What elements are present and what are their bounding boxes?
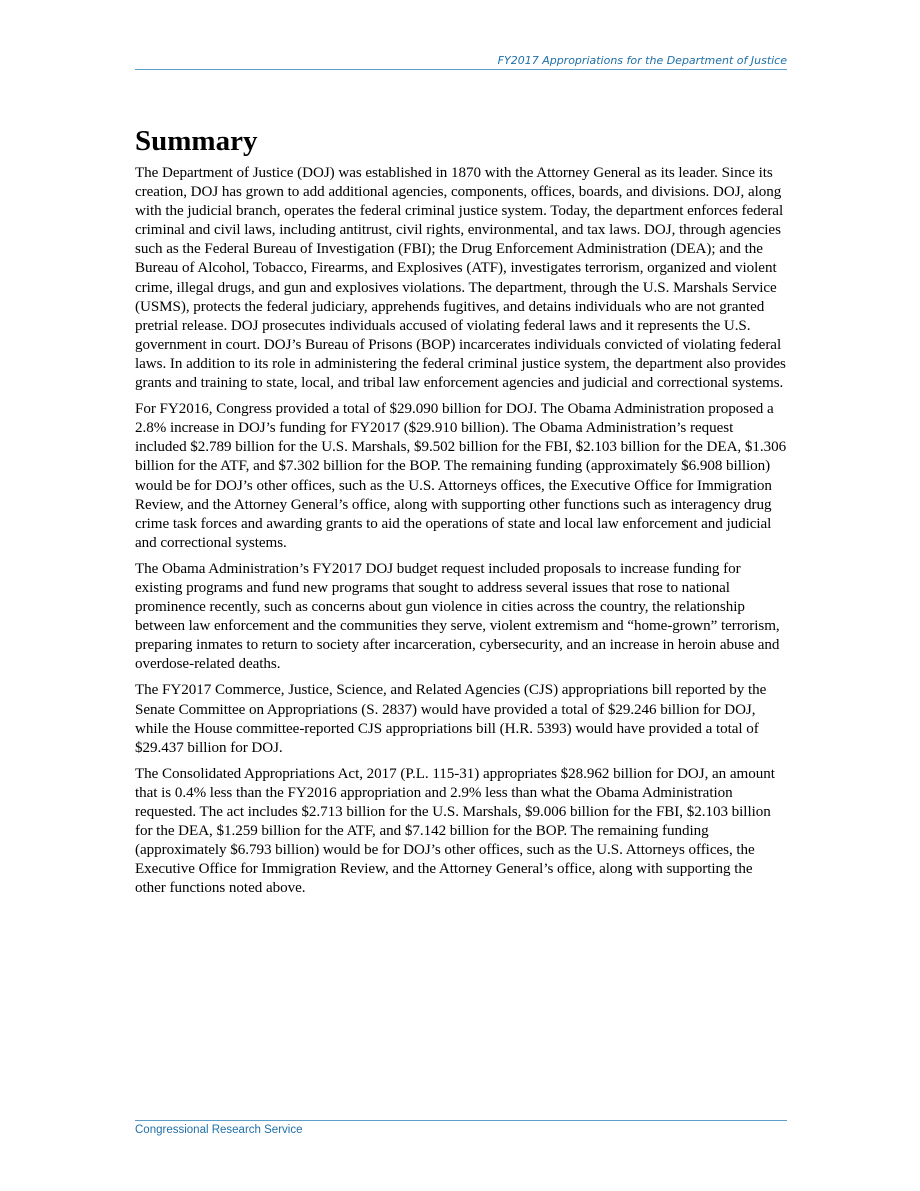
paragraph-consolidated-act: The Consolidated Appropriations Act, 2017 (P.L. 115-31) appropriates $28.962 billion for DOJ, an amount that is 0.4% less than the FY2016 appropriation and 2.9% less than what the Obama Administration requested. The act includes $2.713 billion for the U.S. Marshals, $9.006 billion for the FBI, $2.103 billion for the DEA, $1.259 billion for the ATF, and $7.142 billion for the BOP. The remaining funding (approximately $6.793 billion) would be for DOJ’s other offices, such as the U.S. Attorneys offices, the Executive Office for Immigration Review, and the Attorney General’s office, along with supporting the other functions noted above. xyxy=(135,765,775,897)
header-divider xyxy=(135,69,787,70)
paragraph-doj-overview: The Department of Justice (DOJ) was established in 1870 with the Attorney General as its leader. Since its creation, DOJ has grown to add additional agencies, components, offices, boards, and divisions. DOJ, along with the judicial branch, operates the federal criminal justice system. Today, the department enforces federal criminal and civil laws, including antitrust, civil rights, environmental, and tax laws. DOJ, through agencies such as the Federal Bureau of Investigation (FBI); the Drug Enforcement Administration (DEA); and the Bureau of Alcohol, Tobacco, Firearms, and Explosives (ATF), investigates terrorism, organized and violent crime, illegal drugs, and gun and explosives violations. The department, through the U.S. Marshals Service (USMS), protects the federal judiciary, apprehends fugitives, and detains individuals who are not granted pretrial release. DOJ prosecutes individuals accused of violating federal laws and it represents the U.S. government in court. DOJ’s Bureau of Prisons (BOP) incarcerates individuals convicted of violating federal laws. In addition to its role in administering the federal criminal justice system, the department also provides grants and training to state, local, and tribal law enforcement agencies and judicial and correctional systems. xyxy=(135,165,786,392)
section-heading-summary: Summary xyxy=(135,125,258,157)
paragraph-fy2016-funding: For FY2016, Congress provided a total of $29.090 billion for DOJ. The Obama Administration proposed a 2.8% increase in DOJ’s funding for FY2017 ($29.910 billion). The Obama Administration’s request included $2.789 billion for the U.S. Marshals, $9.502 billion for the FBI, $2.103 billion for the DEA, $1.306 billion for the ATF, and $7.302 billion for the BOP. The remaining funding (approximately $6.908 billion) would be for DOJ’s other offices, such as the U.S. Attorneys offices, the Executive Office for Immigration Review, and the Attorney General’s office, along with supporting other functions such as interagency drug crime task forces and awarding grants to aid the operations of state and local law enforcement and judicial and correctional systems. xyxy=(135,401,787,551)
footer-publisher: Congressional Research Service xyxy=(135,1124,303,1136)
running-header-title: FY2017 Appropriations for the Department of Justice xyxy=(497,54,787,67)
footer-divider xyxy=(135,1120,787,1121)
paragraph-budget-request-proposals: The Obama Administration’s FY2017 DOJ budget request included proposals to increase funding for existing programs and fund new programs that sought to address several issues that rose to national prominence recently, such as concerns about gun violence in cities across the country, the relationship between law enforcement and the communities they serve, violent extremism and “home-grown” terrorism, preparing inmates to return to society after incarceration, cybersecurity, and an increase in heroin abuse and overdose-related deaths. xyxy=(135,560,780,673)
document-body xyxy=(135,124,787,905)
paragraph-cjs-bills: The FY2017 Commerce, Justice, Science, and Related Agencies (CJS) appropriations bill reported by the Senate Committee on Appropriations (S. 2837) would have provided a total of $29.246 billion for DOJ, while the House committee-reported CJS appropriations bill (H.R. 5393) would have provided a total of $29.437 billion for DOJ. xyxy=(135,682,767,756)
